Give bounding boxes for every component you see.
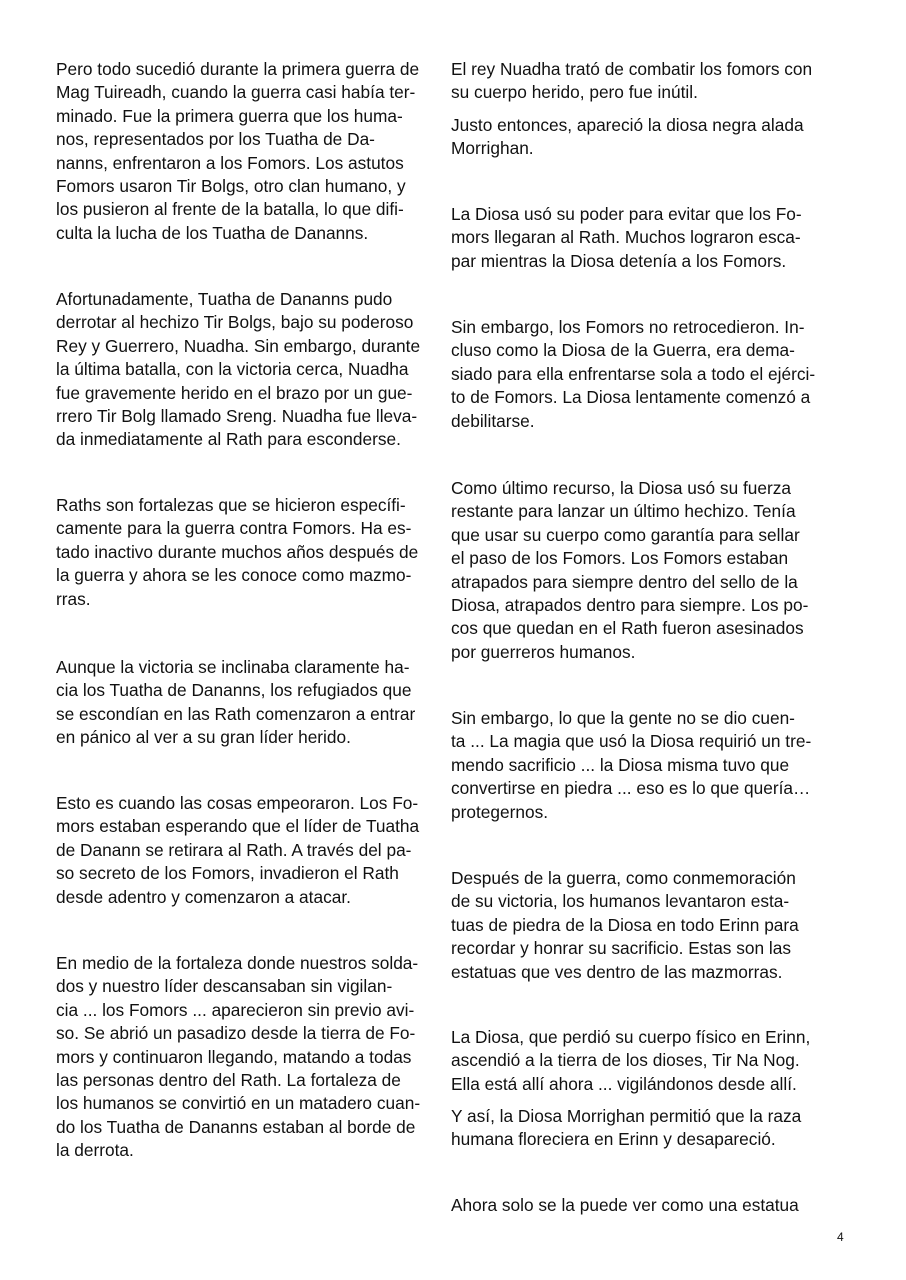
text-line: mendo sacrificio ... la Diosa misma tuvo que [451, 754, 790, 775]
text-line: convertirse en piedra ... eso es lo que quería… [451, 778, 811, 799]
text-line: su cuerpo herido, pero fue inútil. [451, 82, 698, 103]
paragraph-morrighan-permitio [451, 1105, 843, 1152]
paragraph-diosa-poder [451, 203, 843, 273]
text-line: so secreto de los Fomors, invadieron el Rath [56, 863, 399, 884]
text-line: tado inactivo durante muchos años después de [56, 541, 419, 562]
text-line: Afortunadamente, Tuatha de Dananns pudo [56, 289, 393, 309]
text-line: cia los Tuatha de Dananns, los refugiados que [56, 680, 412, 701]
text-line: debilitarse. [451, 410, 535, 431]
text-line: recordar y honrar su sacrificio. Estas son las [451, 938, 791, 959]
text-line: El rey Nuadha trató de combatir los fomors con [451, 59, 813, 79]
paragraph-en-medio [56, 952, 448, 1163]
text-line: en pánico al ver a su gran líder herido. [56, 727, 351, 748]
text-line: da inmediatamente al Rath para esconderse. [56, 429, 401, 450]
text-line: so. Se abrió un pasadizo desde la tierra de Fo- [56, 1023, 416, 1044]
text-line: rrero Tir Bolg llamado Sreng. Nuadha fue lleva- [56, 405, 418, 426]
text-line: Fomors usaron Tir Bolgs, otro clan humano, y [56, 175, 406, 196]
text-line: Justo entonces, apareció la diosa negra alada [451, 115, 804, 135]
text-line: Y así, la Diosa Morrighan permitió que la raza [451, 1106, 802, 1126]
text-line: que usar su cuerpo como garantía para sellar [451, 524, 800, 545]
text-line: la última batalla, con la victoria cerca, Nuadha [56, 359, 409, 380]
text-line: la guerra y ahora se les conoce como mazmo- [56, 565, 412, 586]
text-line: cluso como la Diosa de la Guerra, era dema- [451, 340, 795, 361]
text-line: derrotar al hechizo Tir Bolgs, bajo su poderoso [56, 312, 414, 333]
text-line: culta la lucha de los Tuatha de Dananns. [56, 222, 369, 243]
text-line: Diosa, atrapados dentro para siempre. Los po- [451, 594, 809, 615]
text-line: Sin embargo, lo que la gente no se dio cuen- [451, 708, 795, 728]
text-line: restante para lanzar un último hechizo. Tenía [451, 501, 796, 522]
text-line: Pero todo sucedió durante la primera guerra de [56, 59, 420, 79]
paragraph-aunque [56, 656, 448, 750]
text-line: rras. [56, 588, 91, 609]
paragraph-ultimo-recurso [451, 477, 843, 664]
text-line: de su victoria, los humanos levantaron esta- [451, 891, 790, 912]
paragraph-justo-entonces [451, 114, 843, 161]
text-line: los humanos se convirtió en un matadero cuan- [56, 1093, 421, 1114]
text-line: ta ... La magia que usó la Diosa requirió un tre- [451, 731, 812, 752]
text-line: Ahora solo se la puede ver como una estatua [451, 1195, 799, 1215]
text-line: de Danann se retirara al Rath. A través del pa- [56, 839, 412, 860]
paragraph-rey-nuadha [451, 58, 843, 105]
text-line: el paso de los Fomors. Los Fomors estaban [451, 548, 789, 569]
text-line: mors y continuaron llegando, matando a todas [56, 1046, 412, 1067]
text-line: dos y nuestro líder descansaban sin vigilan- [56, 976, 393, 997]
text-line: nanns, enfrentaron a los Fomors. Los astutos [56, 152, 404, 173]
text-line: do los Tuatha de Dananns estaban al borde de [56, 1116, 416, 1137]
text-line: los pusieron al frente de la batalla, lo que difi- [56, 199, 404, 220]
page-number: 4 [837, 1230, 844, 1244]
text-line: En medio de la fortaleza donde nuestros solda- [56, 953, 419, 973]
text-line: estatuas que ves dentro de las mazmorras. [451, 961, 783, 982]
text-line: por guerreros humanos. [451, 641, 636, 662]
text-line: camente para la guerra contra Fomors. Ha es- [56, 518, 412, 539]
text-line: Morrighan. [451, 138, 534, 159]
text-line: Sin embargo, los Fomors no retrocedieron. In- [451, 317, 805, 337]
text-line: nos, representados por los Tuatha de Da- [56, 129, 375, 150]
text-line: par mientras la Diosa detenía a los Fomors. [451, 250, 787, 271]
text-line: cia ... los Fomors ... aparecieron sin previo avi- [56, 999, 415, 1020]
text-line: ascendió a la tierra de los dioses, Tir Na Nog. [451, 1050, 800, 1071]
paragraph-mag-tuireadh [56, 58, 448, 245]
paragraph-sacrificio [451, 707, 843, 824]
text-line: Aunque la victoria se inclinaba claramente ha- [56, 657, 410, 677]
text-line: La Diosa, que perdió su cuerpo físico en Erinn, [451, 1027, 811, 1047]
paragraph-estatuas [451, 867, 843, 984]
text-line: la derrota. [56, 1140, 134, 1161]
paragraph-raths [56, 494, 448, 611]
text-line: Después de la guerra, como conmemoración [451, 868, 796, 888]
text-line: tuas de piedra de la Diosa en todo Erinn para [451, 914, 799, 935]
text-line: Ella está allí ahora ... vigilándonos desde allí. [451, 1073, 797, 1094]
text-line: las personas dentro del Rath. La fortaleza de [56, 1069, 401, 1090]
paragraph-no-retrocedieron [451, 316, 843, 433]
text-line: atrapados para siempre dentro del sello de la [451, 571, 798, 592]
text-line: protegernos. [451, 801, 549, 822]
text-line: minado. Fue la primera guerra que los huma- [56, 105, 403, 126]
text-line: La Diosa usó su poder para evitar que los Fo- [451, 204, 802, 224]
paragraph-afortunadamente [56, 288, 448, 452]
text-line: mors estaban esperando que el líder de Tuatha [56, 816, 420, 837]
paragraph-esto-es [56, 792, 448, 909]
text-line: se escondían en las Rath comenzaron a entrar [56, 703, 416, 724]
text-line: cos que quedan en el Rath fueron asesinados [451, 618, 804, 639]
text-line: Rey y Guerrero, Nuadha. Sin embargo, durante [56, 335, 421, 356]
text-line: desde adentro y comenzaron a atacar. [56, 886, 351, 907]
text-line: mors llegaran al Rath. Muchos lograron esca- [451, 227, 801, 248]
paragraph-estatua [451, 1194, 843, 1217]
text-line: Esto es cuando las cosas empeoraron. Los Fo- [56, 793, 419, 813]
text-line: humana floreciera en Erinn y desapareció. [451, 1129, 776, 1150]
text-line: Raths son fortalezas que se hicieron específi- [56, 495, 406, 515]
paragraph-tir-na-nog [451, 1026, 843, 1096]
text-line: Como último recurso, la Diosa usó su fuerza [451, 478, 792, 498]
text-line: Mag Tuireadh, cuando la guerra casi había ter- [56, 82, 416, 103]
text-line: fue gravemente herido en el brazo por un gue- [56, 382, 413, 403]
text-line: to de Fomors. La Diosa lentamente comenzó a [451, 387, 811, 408]
text-line: siado para ella enfrentarse sola a todo el ejérci- [451, 363, 816, 384]
